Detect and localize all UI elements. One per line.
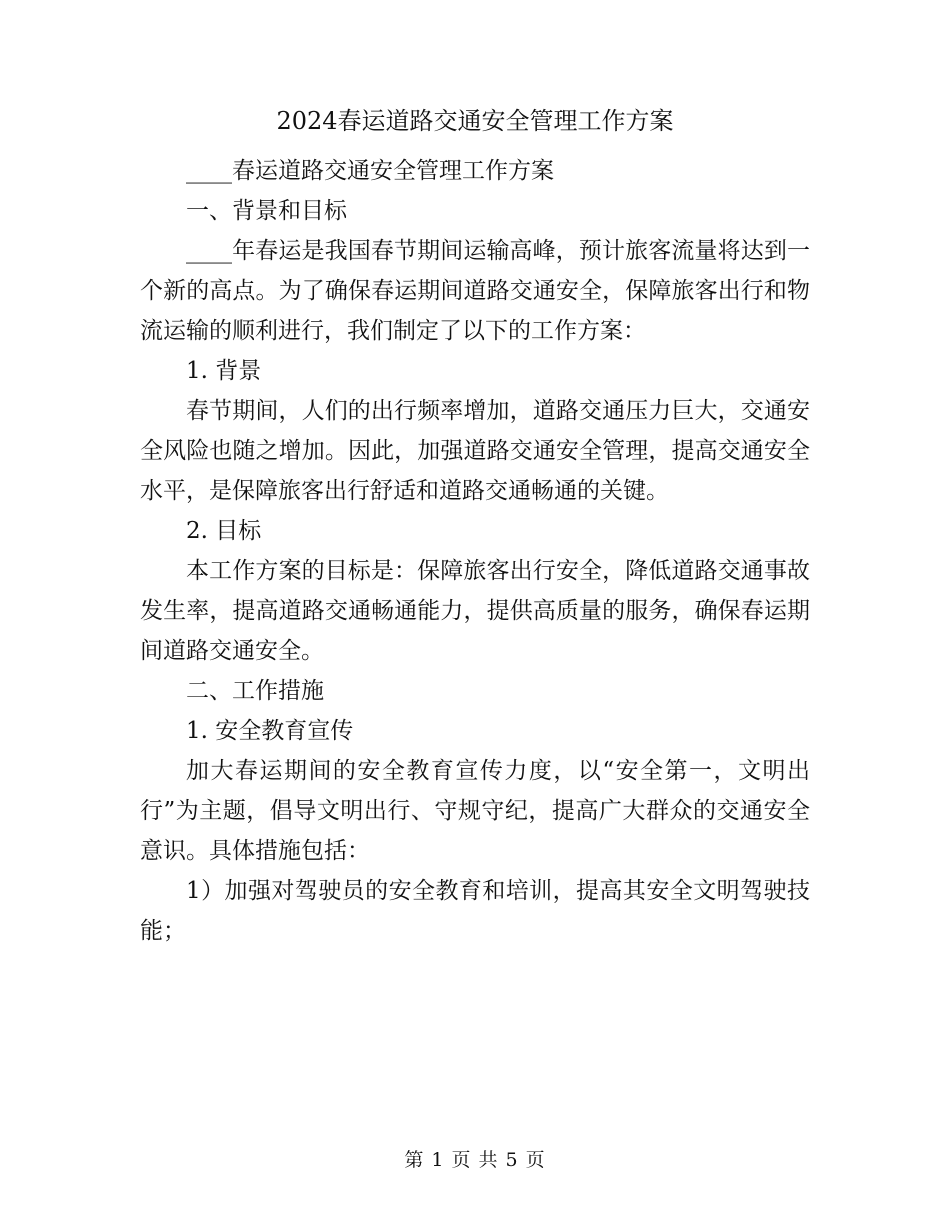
heading-safety-education: 1. 安全教育宣传 <box>186 718 354 744</box>
heading-measures: 二、工作措施 <box>186 678 324 704</box>
paragraph-safety-education: 加大春运期间的安全教育宣传力度，以“安全第一，文明出行”为主题，倡导文明出行、守规守纪，提高广大群众的交通安全意识。具体措施包括： <box>140 758 810 864</box>
heading-background-goals: 一、背景和目标 <box>186 198 347 224</box>
paragraph-background: 春节期间，人们的出行频率增加，道路交通压力巨大，交通安全风险也随之增加。因此，加强道路交通安全管理，提高交通安全水平，是保障旅客出行舒适和道路交通畅通的关键。 <box>140 398 810 504</box>
page-number-footer: 第 1 页 共 5 页 <box>404 1149 546 1171</box>
paragraph-subtitle: ____春运道路交通安全管理工作方案 <box>186 158 554 184</box>
document-title: 2024春运道路交通安全管理工作方案 <box>276 107 674 135</box>
heading-goal: 2. 目标 <box>186 518 262 544</box>
list-item-driver-training: 1）加强对驾驶员的安全教育和培训，提高其安全文明驾驶技能； <box>140 878 810 944</box>
paragraph-intro: ____年春运是我国春节期间运输高峰，预计旅客流量将达到一个新的高点。为了确保春运期间道路交通安全，保障旅客出行和物流运输的顺利进行，我们制定了以下的工作方案： <box>140 238 810 344</box>
paragraph-goal: 本工作方案的目标是：保障旅客出行安全，降低道路交通事故发生率，提高道路交通畅通能力，提供高质量的服务，确保春运期间道路交通安全。 <box>140 558 810 664</box>
heading-background: 1. 背景 <box>186 358 262 384</box>
document-body <box>140 151 810 951</box>
